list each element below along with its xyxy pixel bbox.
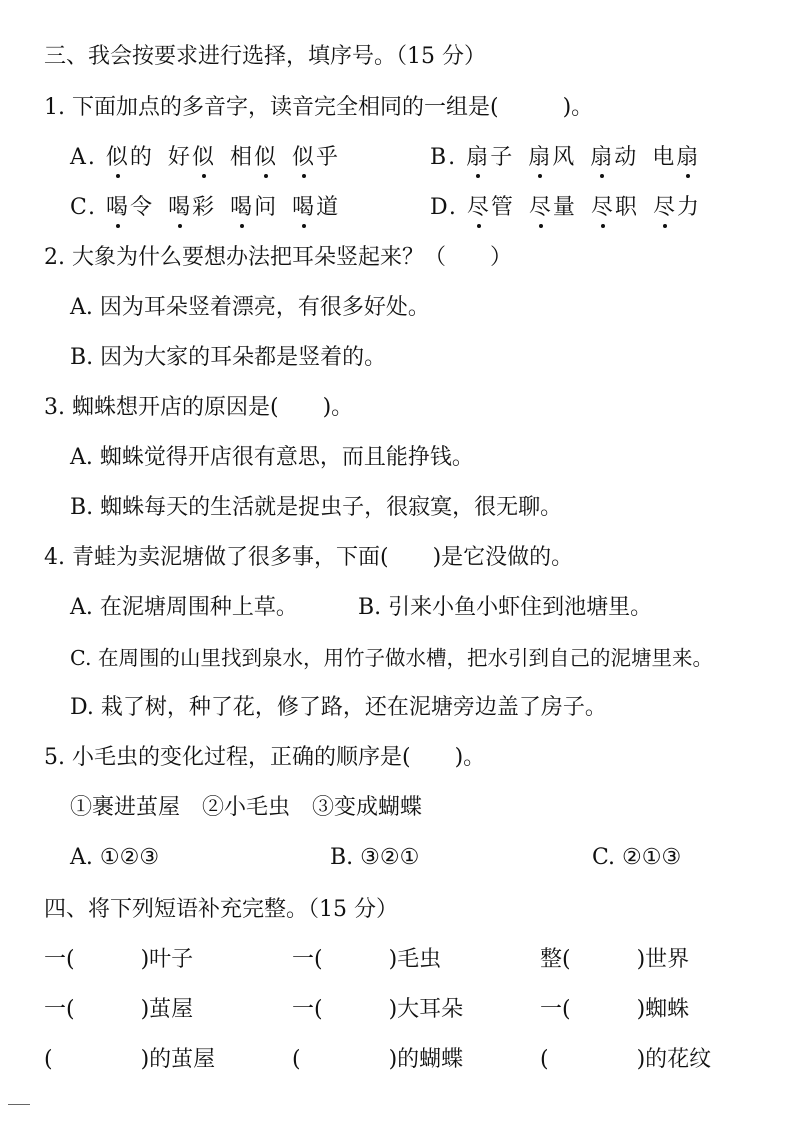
question-2-option-b: B. 因为大家的耳朵都是竖着的。 <box>70 345 387 370</box>
option-word <box>106 145 154 170</box>
option-char: 喝 <box>292 193 316 223</box>
phrase-blank[interactable]: ( )的蝴蝶 <box>292 1047 464 1072</box>
option-char: 尽 <box>591 193 615 223</box>
option-char: 相 <box>229 145 254 170</box>
question-5-option-a: A. ①②③ <box>70 845 160 870</box>
phrase-blank[interactable]: 整( )世界 <box>540 947 690 972</box>
question-1-option-d: D. 尽管 尽量 尽职 尽力 <box>430 193 715 223</box>
question-5-steps: ①裹进茧屋 ②小毛虫 ③变成蝴蝶 <box>70 795 423 820</box>
option-char: 尽 <box>653 193 677 223</box>
option-word <box>230 195 278 220</box>
phrase-blank[interactable]: ( )的茧屋 <box>44 1047 216 1072</box>
option-char: 令 <box>130 195 155 220</box>
option-word <box>168 195 216 220</box>
section4-title: 四、将下列短语补充完整。（15 分） <box>44 897 398 922</box>
option-char: 尽 <box>529 193 553 223</box>
section3-title: 三、我会按要求进行选择，填序号。（15 分） <box>44 44 486 69</box>
option-a-words <box>106 145 354 170</box>
option-char: 风 <box>552 145 577 170</box>
question-4-stem: 4. 青蛙为卖泥塘做了很多事，下面( )是它没做的。 <box>44 545 574 570</box>
phrase-blank[interactable]: 一( )毛虫 <box>292 947 442 972</box>
question-4-option-c: C. 在周围的山里找到泉水，用竹子做水槽，把水引到自己的泥塘里来。 <box>70 646 713 670</box>
option-word <box>529 195 577 220</box>
question-4-option-d: D. 栽了树，种了花，修了路，还在泥塘旁边盖了房子。 <box>70 695 607 720</box>
question-1-option-b: B. 扇子 扇风 扇动 电扇 <box>430 143 714 173</box>
option-word <box>590 145 638 170</box>
option-c-words <box>106 195 354 220</box>
option-word <box>652 145 700 170</box>
phrase-blank[interactable]: 一( )蜘蛛 <box>540 997 690 1022</box>
option-char: 扇 <box>676 143 700 173</box>
option-char: 管 <box>490 195 515 220</box>
option-word <box>292 195 340 220</box>
option-char: 的 <box>129 145 154 170</box>
option-char: 好 <box>167 145 192 170</box>
option-b-words <box>466 145 714 170</box>
option-char: 喝 <box>168 193 192 223</box>
question-4-option-a: A. 在泥塘周围种上草。 <box>70 595 298 620</box>
question-1-option-c: C. 喝令 喝彩 喝问 喝道 <box>70 193 354 223</box>
option-char: 似 <box>254 143 278 173</box>
option-char: 扇 <box>466 143 490 173</box>
question-3-option-a: A. 蜘蛛觉得开店很有意思，而且能挣钱。 <box>70 445 474 470</box>
option-char: 乎 <box>316 145 341 170</box>
option-word <box>466 145 514 170</box>
question-3-option-b: B. 蜘蛛每天的生活就是捉虫子，很寂寞，很无聊。 <box>70 495 563 520</box>
question-5-option-c: C. ②①③ <box>592 845 682 870</box>
option-char: 似 <box>106 143 130 173</box>
option-char: 似 <box>192 143 216 173</box>
question-1-option-a: A. 似的 好似 相似 似乎 <box>70 143 354 173</box>
question-1-stem: 1. 下面加点的多音字，读音完全相同的一组是( <box>44 95 499 120</box>
page-edge-mark <box>8 1104 30 1105</box>
option-char: 动 <box>614 145 639 170</box>
option-char: 量 <box>552 195 577 220</box>
option-char: 尽 <box>467 193 491 223</box>
option-char: 子 <box>490 145 515 170</box>
option-char: 力 <box>676 195 701 220</box>
option-char: 喝 <box>230 193 254 223</box>
phrase-blank[interactable]: 一( )大耳朵 <box>292 997 464 1022</box>
option-word <box>106 195 154 220</box>
option-char: 扇 <box>528 143 552 173</box>
option-char: 扇 <box>590 143 614 173</box>
option-char: 彩 <box>192 195 217 220</box>
option-char: 职 <box>614 195 639 220</box>
question-5-option-b: B. ③②① <box>330 845 420 870</box>
option-word <box>467 195 515 220</box>
option-char: 电 <box>652 145 677 170</box>
option-word <box>591 195 639 220</box>
option-word <box>528 145 576 170</box>
option-d-words <box>467 195 715 220</box>
option-char: 似 <box>292 143 316 173</box>
phrase-blank[interactable]: 一( )茧屋 <box>44 997 194 1022</box>
option-word <box>292 145 340 170</box>
question-2-stem: 2. 大象为什么要想办法把耳朵竖起来？（ ） <box>44 245 512 270</box>
phrase-blank[interactable]: ( )的花纹 <box>540 1047 712 1072</box>
phrase-blank[interactable]: 一( )叶子 <box>44 947 194 972</box>
option-word <box>653 195 701 220</box>
option-word <box>230 145 278 170</box>
question-2-option-a: A. 因为耳朵竖着漂亮，有很多好处。 <box>70 295 430 320</box>
question-4-option-b: B. 引来小鱼小虾住到池塘里。 <box>358 595 653 620</box>
question-3-stem: 3. 蜘蛛想开店的原因是( )。 <box>44 395 354 420</box>
option-char: 道 <box>316 195 341 220</box>
option-word <box>168 145 216 170</box>
question-1: 1. 下面加点的多音字，读音完全相同的一组是( )。 <box>44 95 594 120</box>
option-char: 喝 <box>106 193 130 223</box>
question-5-stem: 5. 小毛虫的变化过程，正确的顺序是( )。 <box>44 745 486 770</box>
option-char: 问 <box>254 195 279 220</box>
